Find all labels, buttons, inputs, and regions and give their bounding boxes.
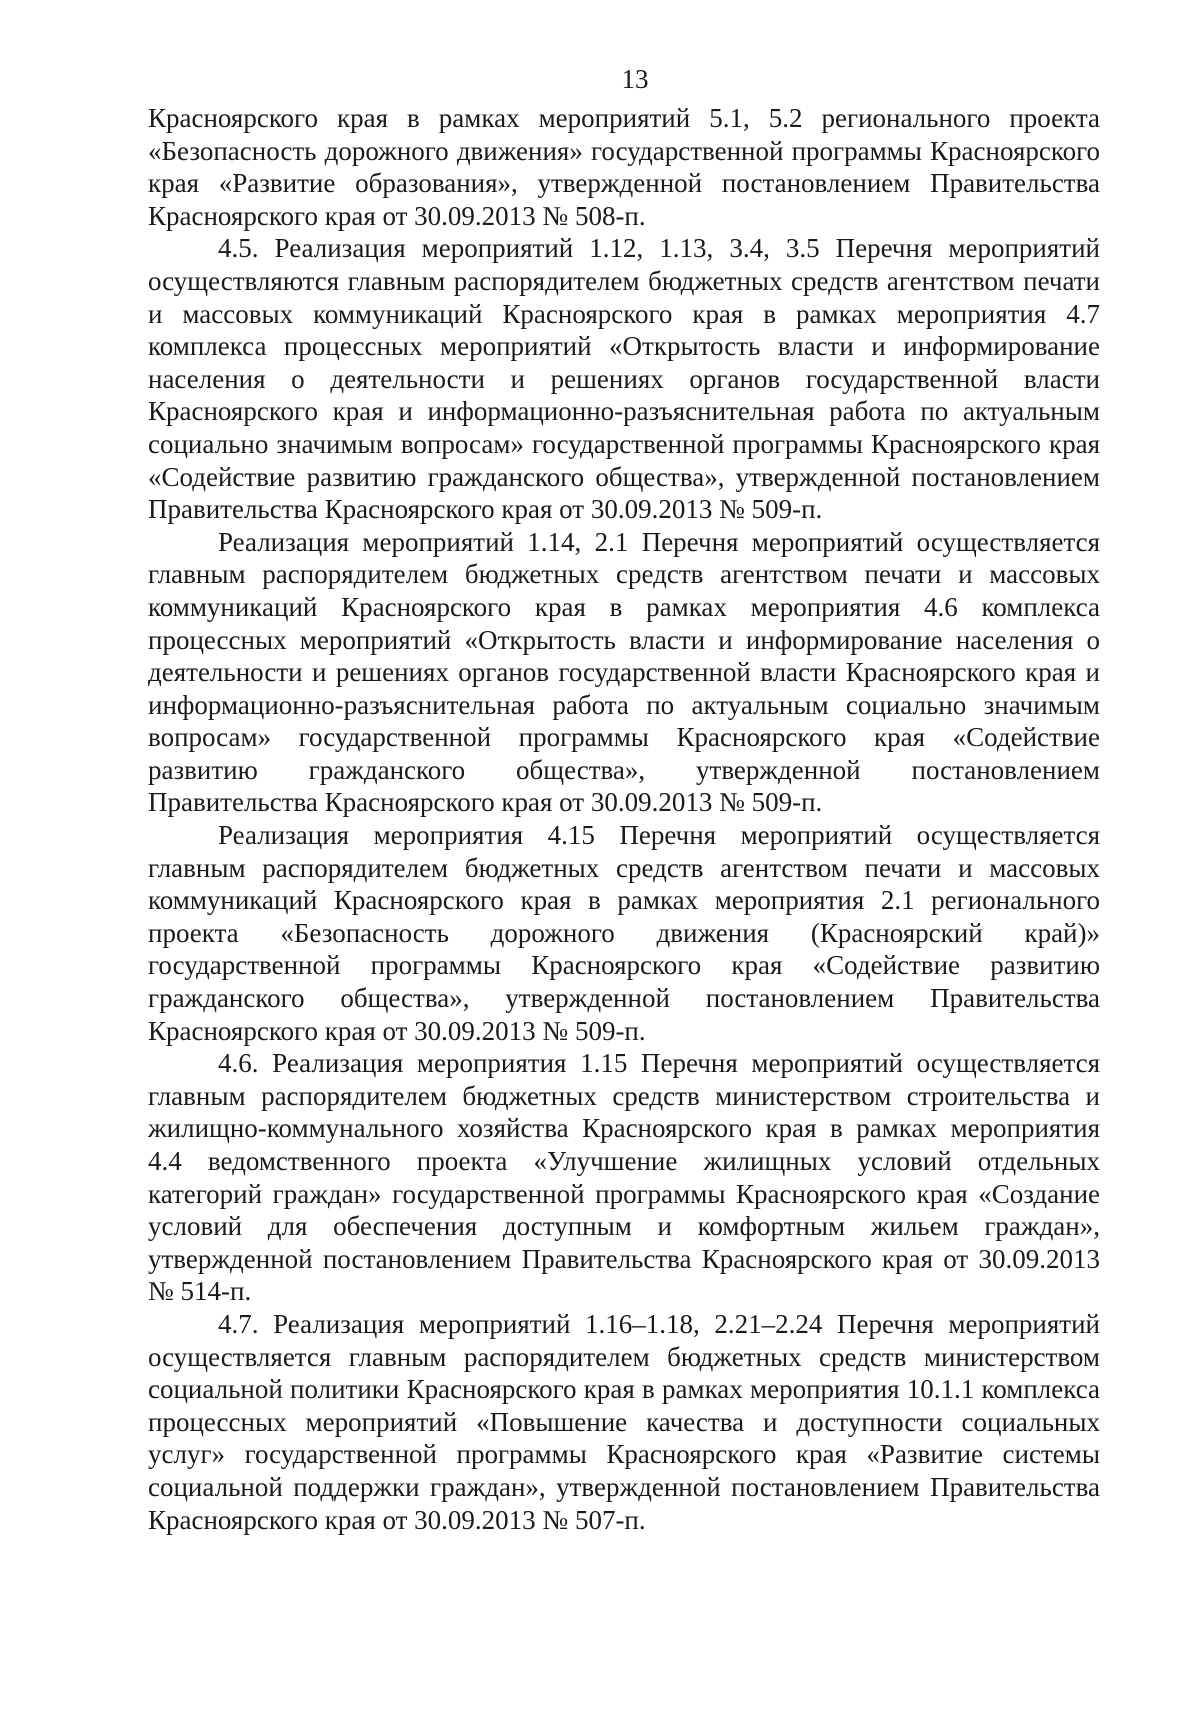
document-body (148, 102, 1100, 1536)
paragraph-4-6: 4.6. Реализация мероприятия 1.15 Перечня мероприятий осуществляется главным распорядителем бюджетных средств министерством строительства и жилищно-коммунального хозяйства Красноярского края в рамках мероприятия 4.4 ведомственного проекта «Улучшение жилищных условий отдельных категорий граждан» государственной программы Красноярского края «Создание условий для обеспечения доступным и комфортным жильем граждан», утвержденной постановлением Правительства Красноярского края от 30.09.2013 № 514-п. (148, 1048, 1100, 1307)
paragraph-measures-1-14-2-1: Реализация мероприятий 1.14, 2.1 Перечня мероприятий осуществляется главным распорядителем бюджетных средств агентством печати и массовых коммуникаций Красноярского края в рамках мероприятия 4.6 комплекса процессных мероприятий «Открытость власти и информирование населения о деятельности и решениях органов государственной власти Красноярского края и информационно-разъяснительная работа по актуальным социально значимым вопросам» государственной программы Красноярского края «Содействие развитию гражданского общества», утвержденной постановлением Правительства Красноярского края от 30.09.2013 № 509-п. (148, 526, 1100, 818)
paragraph-4-5: 4.5. Реализация мероприятий 1.12, 1.13, 3.4, 3.5 Перечня мероприятий осуществляются главным распорядителем бюджетных средств агентством печати и массовых коммуникаций Красноярского края в рамках мероприятия 4.7 комплекса процессных мероприятий «Открытость власти и информирование населения о деятельности и решениях органов государственной власти Красноярского края и информационно-разъяснительная работа по актуальным социально значимым вопросам» государственной программы Красноярского края «Содействие развитию гражданского общества», утвержденной постановлением Правительства Красноярского края от 30.09.2013 № 509-п. (148, 233, 1100, 525)
paragraph-continuation: Красноярского края в рамках мероприятий 5.1, 5.2 регионального проекта «Безопасность дорожного движения» государственной программы Красноярского края «Развитие образования», утвержденной постановлением Правительства Красноярского края от 30.09.2013 № 508-п. (148, 103, 1100, 231)
paragraph-4-7: 4.7. Реализация мероприятий 1.16–1.18, 2.21–2.24 Перечня мероприятий осуществляется главным распорядителем бюджетных средств министерством социальной политики Красноярского края в рамках мероприятия 10.1.1 комплекса процессных мероприятий «Повышение качества и доступности социальных услуг» государственной программы Красноярского края «Развитие системы социальной поддержки граждан», утвержденной постановлением Правительства Красноярского края от 30.09.2013 № 507-п. (148, 1308, 1100, 1535)
paragraph-measure-4-15: Реализация мероприятия 4.15 Перечня мероприятий осуществляется главным распорядителем бюджетных средств агентством печати и массовых коммуникаций Красноярского края в рамках мероприятия 2.1 регионального проекта «Безопасность дорожного движения (Красноярский край)» государственной программы Красноярского края «Содействие развитию гражданского общества», утвержденной постановлением Правительства Красноярского края от 30.09.2013 № 509-п. (148, 820, 1100, 1046)
page-number: 13 (621, 64, 649, 94)
